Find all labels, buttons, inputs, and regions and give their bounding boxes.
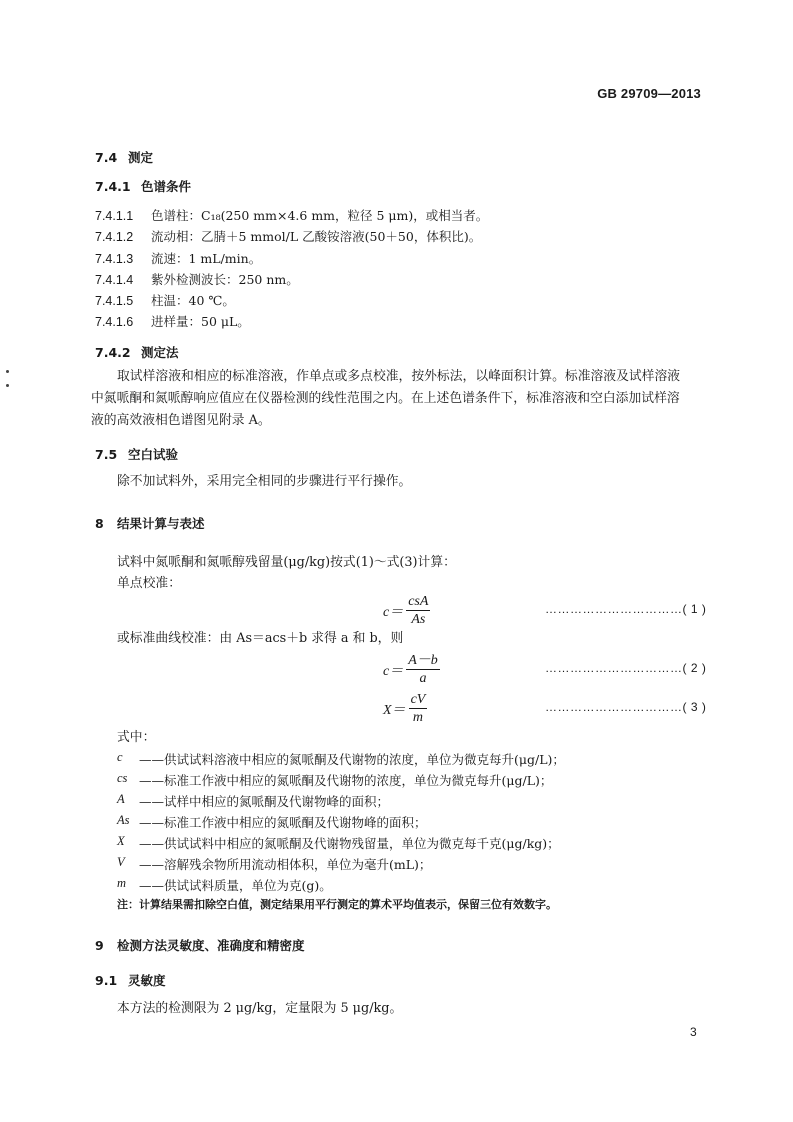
single-point-label: 单点校准：: [117, 576, 181, 591]
equation-1-leader: [545, 602, 706, 616]
calculation-note: 注：计算结果需扣除空白值，测定结果用平行测定的算术平均值表示，保留三位有效数字。: [117, 898, 557, 911]
scan-speck: [6, 384, 9, 387]
symbol: c: [117, 750, 123, 764]
denominator: As: [411, 612, 426, 627]
section-7-5-heading: [95, 445, 178, 463]
item-number: 7.4.1.3: [95, 252, 134, 266]
denominator: a: [419, 671, 427, 686]
symbol-definition: [117, 813, 427, 831]
definition-text: ——试样中相应的氮哌酮及代谢物峰的面积；: [139, 794, 390, 809]
section-title: 灵敏度: [128, 973, 166, 988]
symbol: As: [117, 813, 130, 827]
section-title: 测定法: [141, 345, 179, 360]
leader-dots: ……………………………: [545, 700, 683, 714]
item-text: 流速：1 mL/min。: [151, 251, 262, 266]
condition-item: [95, 249, 261, 267]
fraction: [406, 594, 430, 627]
item-number: 7.4.1.6: [95, 315, 134, 329]
curve-calibration-label: 或标准曲线校准：由 As＝acs＋b 求得 a 和 b，则: [117, 631, 404, 646]
symbol-definition: [117, 771, 552, 789]
section-number: 8: [95, 516, 104, 531]
section-title: 检测方法灵敏度、准确度和精密度: [117, 938, 305, 953]
equation-lhs: X＝: [383, 702, 406, 718]
fraction: [406, 653, 440, 686]
definition-text: ——供试试料质量，单位为克(g)。: [139, 878, 332, 893]
definition-text: ——供试试料溶液中相应的氮哌酮及代谢物的浓度，单位为微克每升(μg/L)；: [139, 752, 565, 767]
numerator: cV: [410, 692, 426, 707]
item-number: 7.4.1.5: [95, 294, 134, 308]
symbol: cs: [117, 771, 128, 785]
scan-speck: [6, 370, 9, 373]
condition-item: [95, 206, 488, 224]
section-9-1-body: 本方法的检测限为 2 μg/kg，定量限为 5 μg/kg。: [117, 1001, 403, 1016]
item-number: 7.4.1.4: [95, 273, 134, 287]
symbol: A: [117, 792, 125, 806]
leader-dots: ……………………………: [545, 602, 683, 616]
page-number: 3: [690, 1025, 697, 1039]
definition-text: ——标准工作液中相应的氮哌酮及代谢物峰的面积；: [139, 815, 427, 830]
symbol-definition: [117, 750, 565, 768]
section-8-heading: [95, 514, 205, 532]
section-9-heading: [95, 936, 305, 954]
condition-item: [95, 227, 481, 245]
equation-1: [383, 594, 430, 627]
symbol-definition: [117, 876, 332, 894]
equation-3-leader: [545, 700, 706, 714]
calculation-intro: 试料中氮哌酮和氮哌醇残留量(μg/kg)按式(1)～式(3)计算：: [117, 555, 456, 570]
equation-lhs: c＝: [383, 663, 404, 679]
section-7-5-body: 除不加试料外，采用完全相同的步骤进行平行操作。: [117, 474, 412, 489]
item-text: 紫外检测波长：250 nm。: [151, 272, 299, 287]
fraction: [409, 692, 428, 725]
symbol: X: [117, 834, 125, 848]
item-text: 流动相：乙腈＋5 mmol/L 乙酸铵溶液(50＋50，体积比)。: [151, 229, 482, 244]
definition-text: ——溶解残余物所用流动相体积，单位为毫升(mL)；: [139, 857, 432, 872]
section-7-4-2-body: 取试样溶液和相应的标准溶液，作单点或多点校准，按外标法，以峰面积计算。标准溶液及试样溶液中氮哌酮和氮哌醇响应值应在仪器检测的线性范围之内。在上述色谱条件下，标准溶液和空白添加试样溶液的高效液相色谱图见附录 A。: [91, 369, 681, 428]
section-title: 测定: [128, 150, 154, 165]
denominator: m: [412, 710, 423, 725]
section-number: 7.4.1: [95, 179, 131, 194]
symbol: m: [117, 876, 127, 890]
equation-number: ( 3 ): [682, 700, 707, 714]
condition-item: [95, 312, 250, 330]
section-number: 7.5: [95, 447, 118, 462]
section-title: 色谱条件: [141, 179, 192, 194]
section-number: 7.4.2: [95, 345, 131, 360]
item-text: 色谱柱：C₁₈(250 mm×4.6 mm，粒径 5 μm)，或相当者。: [151, 208, 489, 223]
item-number: 7.4.1.2: [95, 230, 134, 244]
equation-lhs: c＝: [383, 604, 404, 620]
section-7-4-heading: [95, 148, 153, 166]
leader-dots: ……………………………: [545, 661, 683, 675]
symbol-definition: [117, 855, 431, 873]
section-7-4-2-heading: [95, 343, 179, 361]
section-title: 结果计算与表述: [117, 516, 205, 531]
item-text: 柱温：40 ℃。: [151, 293, 235, 308]
symbol: V: [117, 855, 125, 869]
section-9-1-heading: [95, 971, 166, 989]
definition-text: ——供试试料中相应的氮哌酮及代谢物残留量，单位为微克每千克(μg/kg)；: [139, 836, 560, 851]
symbol-definition: [117, 792, 389, 810]
equation-3: [383, 692, 427, 725]
section-number: 7.4: [95, 150, 118, 165]
condition-item: [95, 270, 299, 288]
numerator: csA: [408, 594, 429, 609]
equation-number: ( 2 ): [682, 661, 707, 675]
section-7-4-1-heading: [95, 177, 191, 195]
item-text: 进样量：50 μL。: [151, 314, 250, 329]
numerator: A－b: [408, 653, 438, 668]
where-label: 式中：: [117, 730, 156, 745]
symbol-definition: [117, 834, 560, 852]
definition-text: ——标准工作液中相应的氮哌酮及代谢物的浓度，单位为微克每升(μg/L)；: [139, 773, 553, 788]
section-number: 9: [95, 938, 104, 953]
standard-number: GB 29709—2013: [597, 86, 701, 101]
section-title: 空白试验: [128, 447, 179, 462]
equation-number: ( 1 ): [682, 602, 707, 616]
item-number: 7.4.1.1: [95, 209, 134, 223]
equation-2-leader: [545, 661, 706, 675]
section-number: 9.1: [95, 973, 118, 988]
equation-2: [383, 653, 440, 686]
condition-item: [95, 291, 235, 309]
